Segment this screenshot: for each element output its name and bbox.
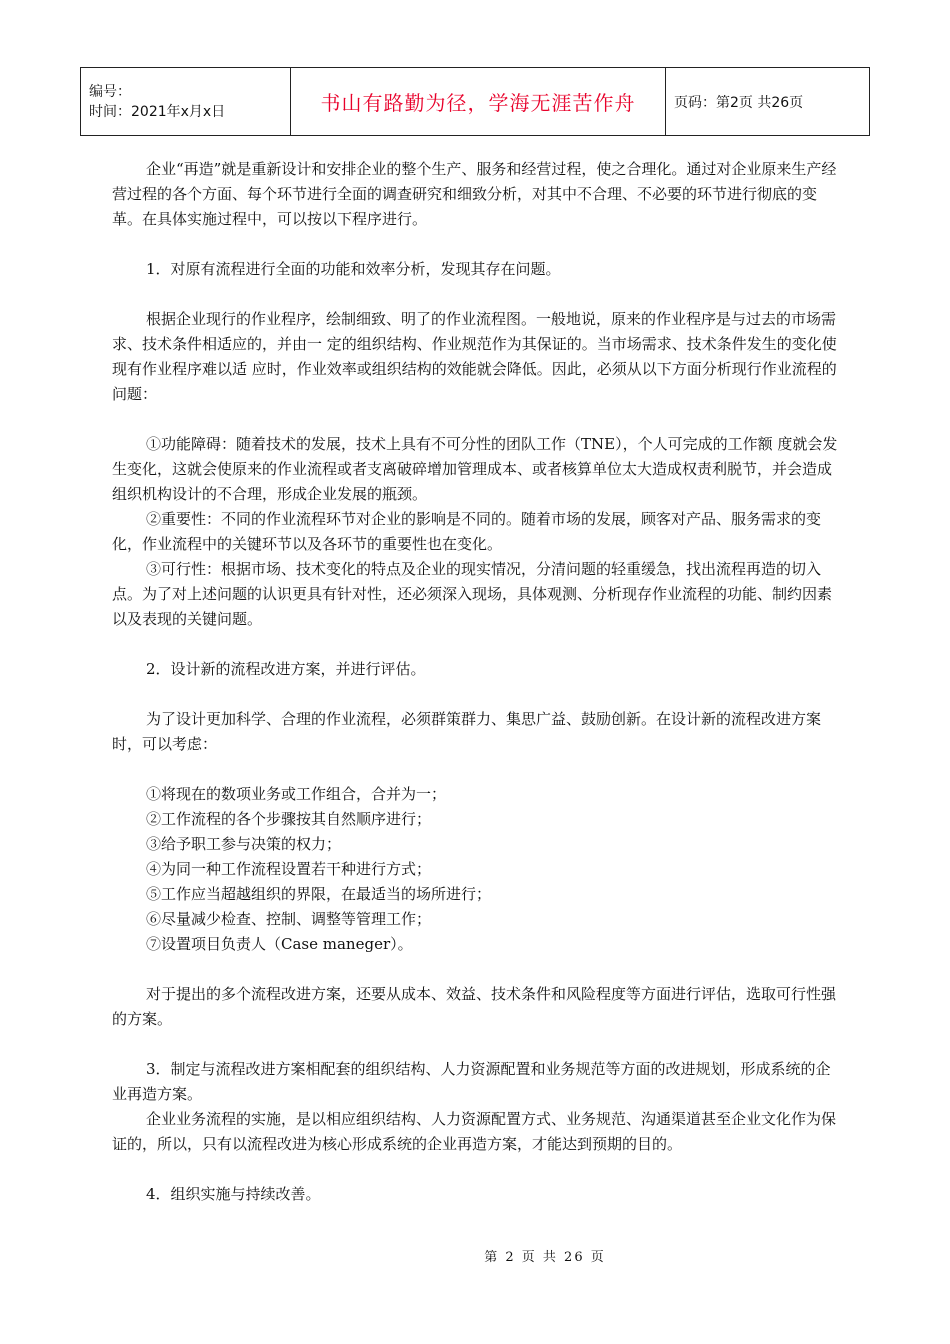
list-item: ⑦设置项目负责人（Case maneger）。 — [146, 935, 413, 953]
paragraph-analysis: 根据企业现行的作业程序，绘制细致、明了的作业流程图。一般地说，原来的作业程序是与过去的市场需求、技术条件相适应的，并由一 定的组织结构、作业规范作为其保证的。当市场需求、技术条件发生的变化使现有作业程序难以适 应时，作业效率或组织结构的效能就会降低。因此，必须从以下方面分析现行作业流程的问题： — [112, 310, 837, 403]
considerations-list — [112, 782, 838, 957]
section-heading-3: 3．制定与流程改进方案相配套的组织结构、人力资源配置和业务规范等方面的改进规划，形成系统的企业再造方案。 — [112, 1060, 831, 1103]
section-heading-1: 1．对原有流程进行全面的功能和效率分析，发现其存在问题。 — [146, 260, 561, 278]
list-item: ⑤工作应当超越组织的界限，在最适当的场所进行； — [146, 885, 492, 903]
section-heading-2: 2．设计新的流程改进方案，并进行评估。 — [146, 660, 426, 678]
paragraph-intro: 企业“再造”就是重新设计和安排企业的整个生产、服务和经营过程，使之合理化。通过对企业原来生产经营过程的各个方面、每个环节进行全面的调查研究和细致分析，对其中不合理、不必要的环节进行彻底的变革。在具体实施过程中，可以按以下程序进行。 — [112, 160, 837, 228]
paragraph-importance: ②重要性：不同的作业流程环节对企业的影响是不同的。随着市场的发展，顾客对产品、服务需求的变化，作业流程中的关键环节以及各环节的重要性也在变化。 — [112, 510, 822, 553]
paragraph-evaluation: 对于提出的多个流程改进方案，还要从成本、效益、技术条件和风险程度等方面进行评估，选取可行性强的方案。 — [112, 985, 837, 1028]
document-body — [112, 157, 838, 1207]
document-date: 时间：2021年x月x日 — [89, 103, 226, 120]
paragraph-function-barrier: ①功能障碍：随着技术的发展，技术上具有不可分性的团队工作（TNE），个人可完成的工作额 度就会发生变化，这就会使原来的作业流程或者支离破碎增加管理成本、或者核算单位太大造成权责利脱节，并会造成组织机构设计的不合理，形成企业发展的瓶颈。 — [112, 435, 838, 503]
paragraph-implementation: 企业业务流程的实施，是以相应组织结构、人力资源配置方式、业务规范、沟通渠道甚至企业文化作为保证的，所以，只有以流程改进为核心形成系统的企业再造方案，才能达到预期的目的。 — [112, 1110, 837, 1153]
list-item: ④为同一种工作流程设置若干种进行方式； — [146, 860, 432, 878]
paragraph-design: 为了设计更加科学、合理的作业流程，必须群策群力、集思广益、鼓励创新。在设计新的流程改进方案时，可以考虑： — [112, 710, 822, 753]
header-motto: 书山有路勤为径，学海无涯苦作舟 — [291, 68, 666, 136]
page-footer: 第 2 页 共 26 页 — [484, 1250, 606, 1265]
page-header — [80, 67, 870, 136]
list-item: ⑥尽量减少检查、控制、调整等管理工作； — [146, 910, 432, 928]
section-heading-4: 4．组织实施与持续改善。 — [146, 1185, 321, 1203]
list-item: ②工作流程的各个步骤按其自然顺序进行； — [146, 810, 432, 828]
list-item: ①将现在的数项业务或工作组合，合并为一； — [146, 785, 447, 803]
header-page-info: 页码：第2页 共26页 — [666, 68, 870, 136]
paragraph-feasibility: ③可行性：根据市场、技术变化的特点及企业的现实情况，分清问题的轻重缓急，找出流程再造的切入点。为了对上述问题的认识更具有针对性，还必须深入现场，具体观测、分析现存作业流程的功能、制约因素以及表现的关键问题。 — [112, 560, 833, 628]
document-number-label: 编号： — [89, 83, 131, 100]
header-meta — [81, 68, 291, 136]
list-item: ③给予职工参与决策的权力； — [146, 835, 342, 853]
